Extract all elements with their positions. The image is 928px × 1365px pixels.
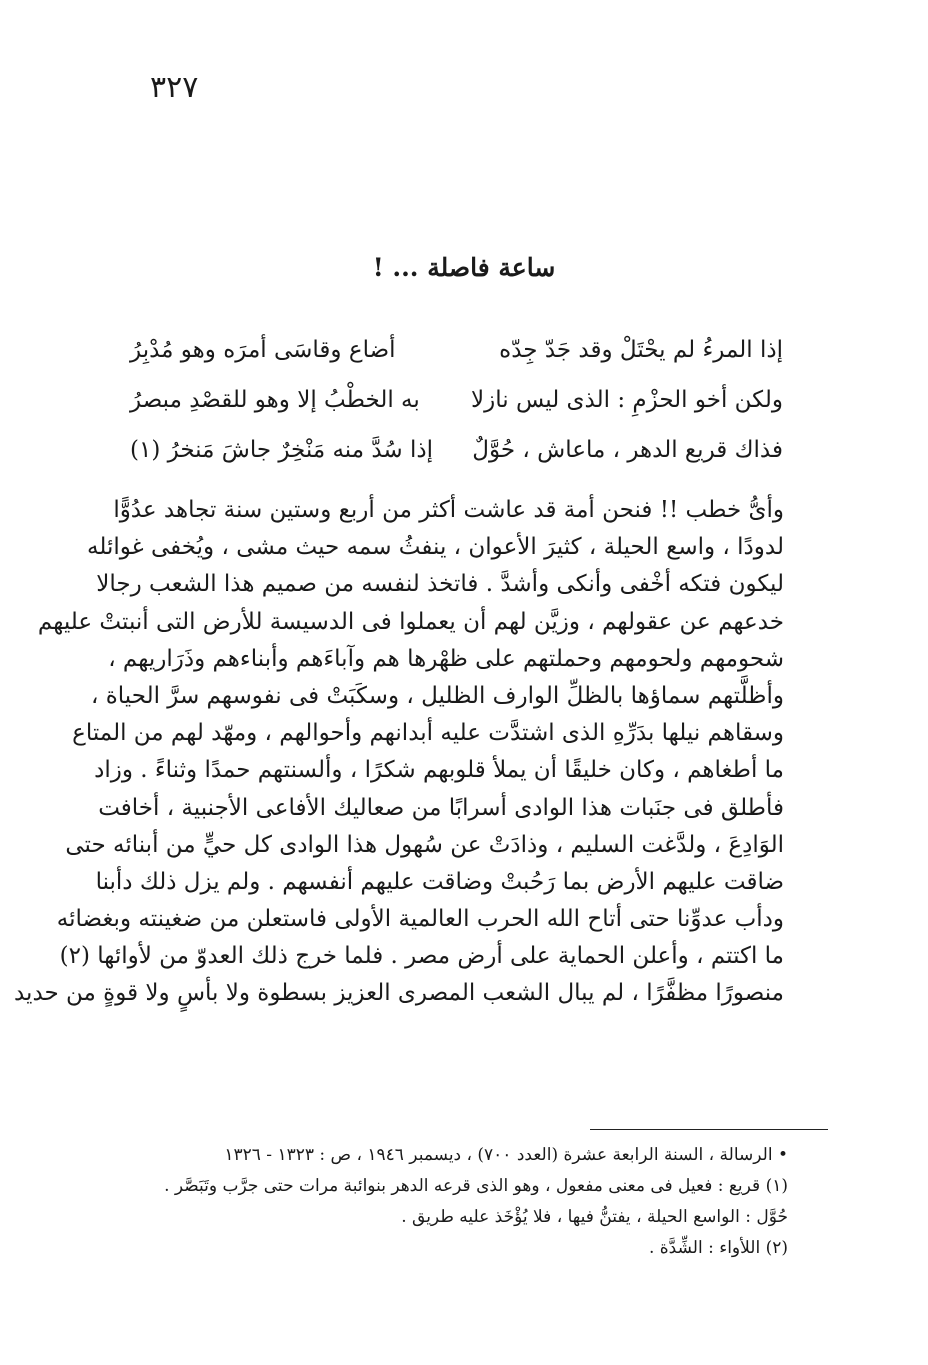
body-line: وأظلَّتهم سماؤها بالظلِّ الوارف الظليل ، وسكَبَتْ فى نفوسهم سرَّ الحياة ، bbox=[91, 682, 784, 709]
body-line: ما أطغاهم ، وكان خليقًا أن يملأ قلوبهم شكرًا ، وألسنتهم حمدًا وثناءً . وزاد bbox=[94, 757, 784, 784]
verse-first-hemistich: ولكن أخو الحزْمِ : الذى ليس نازلا bbox=[471, 387, 783, 413]
footnote-1: (١) قريع : فعيل فى معنى مفعول ، وهو الذى قرعه الدهر بنوائبة مرات حتى جرَّب وتَبَصَّر . bbox=[164, 1176, 788, 1196]
body-line: وأىُّ خطب !! فنحن أمة قد عاشت أكثر من أربع وستين سنة تجاهد عدُوًّا bbox=[113, 497, 784, 523]
chapter-title: ساعة فاصلة ... ! bbox=[372, 253, 556, 282]
body-line: ودأب عدوِّنا حتى أتاح الله الحرب العالمية الأولى فاستعلن من ضغينته وبغضائه bbox=[56, 906, 784, 933]
poem bbox=[130, 325, 783, 475]
verse-second-hemistich: أضاع وقاسَى أمرَه وهو مُدْبِرُ bbox=[130, 337, 396, 363]
body-line: فأطلق فى جنَبات هذا الوادى أسرابًا من صعاليك الأفاعى الأجنبية ، أخافت bbox=[98, 794, 784, 821]
poem-verse bbox=[130, 325, 783, 375]
poem-verse bbox=[130, 375, 783, 425]
footnote-2: (٢) اللأواء : الشِّدَّة . bbox=[648, 1238, 788, 1258]
verse-second-hemistich: إذا سُدَّ منه مَنْخِرٌ جاشَ مَنخرُ (١) bbox=[130, 437, 434, 463]
body-line: ليكون فتكه أخْفى وأنكى وأشدَّ . فاتخذ لنفسه من صميم هذا الشعب رجالا bbox=[96, 571, 784, 598]
body-line: خدعهم عن عقولهم ، وزيَّن لهم أن يعملوا فى الدسيسة للأرض التى أنبتتْ عليهم bbox=[37, 608, 784, 635]
body-line: ما اكتتم ، وأعلن الحماية على أرض مصر . فلما خرج ذلك العدوّ من لأوائها (٢) bbox=[59, 943, 784, 970]
body-line: شحومهم ولحومهم وحملتهم على ظهْرها هم وآباءَهم وأبناءهم وذَرَاريهم ، bbox=[108, 645, 784, 672]
footnote-source: • الرسالة ، السنة الرابعة عشرة (العدد ٧٠٠) ، ديسمبر ١٩٤٦ ، ص : ١٣٢٣ - ١٣٢٦ bbox=[224, 1145, 788, 1165]
body-paragraph bbox=[13, 492, 784, 1013]
footnote-1-continued: حُوَّل : الواسع الحيلة ، يفتنُّ فيها ، فلا يُؤْخَذ عليه طريق . bbox=[401, 1207, 788, 1227]
verse-first-hemistich: إذا المرءُ لم يحْتَلْ وقد جَدّ جِدّه bbox=[499, 337, 783, 363]
footnotes bbox=[120, 1140, 788, 1264]
poem-verse bbox=[130, 425, 783, 475]
page-number: ٣٢٧ bbox=[150, 70, 199, 105]
body-line: منصورًا مظفَّرًا ، لم يبال الشعب المصرى العزيز بسطوة ولا بأسٍ ولا قوةٍ من حديد bbox=[13, 980, 784, 1007]
body-line: الوَادِعَ ، ولدَّغت السليم ، وذادَتْ عن سُهول هذا الوادى كل حيٍّ من أبنائه حتى bbox=[65, 831, 784, 858]
verse-first-hemistich: فذاك قريع الدهر ، ماعاش ، حُوَّلٌ bbox=[472, 437, 783, 463]
body-line: لدودًا ، واسع الحيلة ، كثيرَ الأعوان ، ينفثُ سمه حيث مشى ، ويُخفى غوائله bbox=[87, 534, 784, 561]
body-line: ضاقت عليهم الأرض بما رَحُبتْ وضاقت عليهم أنفسهم . ولم يزل ذلك دأبنا bbox=[95, 868, 784, 895]
body-line: وسقاهم نيلها بدَرِّهِ الذى اشتدَّت عليه أبدانهم وأحوالهم ، ومهّد لهم من المتاع bbox=[72, 720, 784, 747]
verse-second-hemistich: به الخطْبُ إلا وهو للقصْدِ مبصرُ bbox=[130, 387, 420, 413]
footnote-divider bbox=[590, 1129, 828, 1130]
